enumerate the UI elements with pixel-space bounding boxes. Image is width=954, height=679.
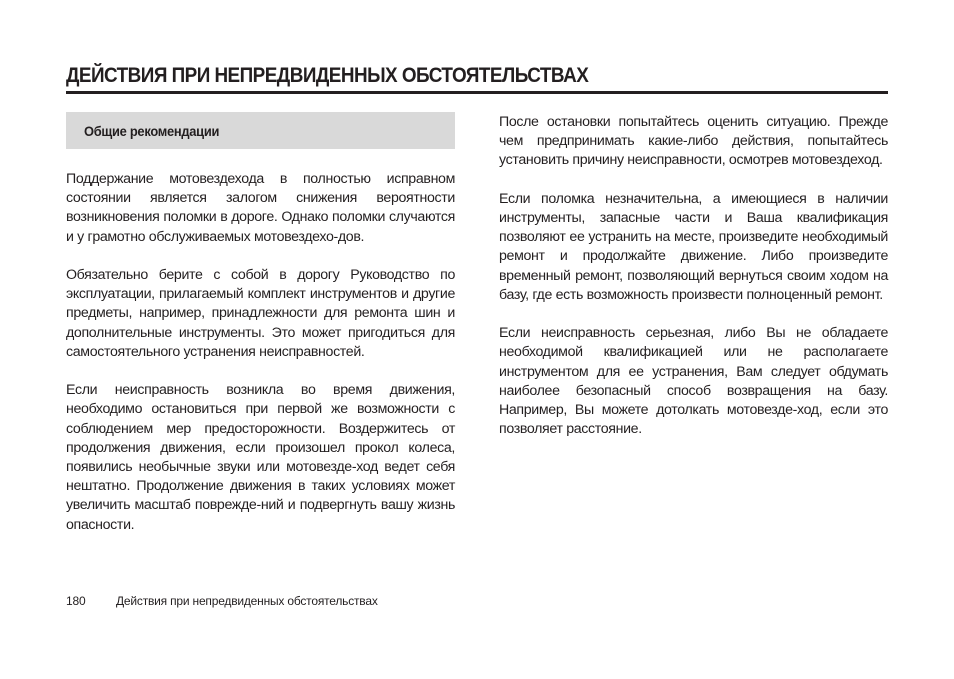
left-column xyxy=(66,170,455,535)
page-footer xyxy=(66,593,378,609)
title-underline xyxy=(66,91,888,94)
paragraph: Если поломка незначительна, а имеющиеся в наличии инструменты, запасные части и Ваша квалификация позволяют ее устранить на месте, произведите необходимый ремонт и продолжайте движение. Либо произведите временный ремонт, позволяющий вернуться своим ходом на базу, где есть возможность произвести полноценный ремонт. xyxy=(499,190,888,303)
paragraph: Поддержание мотовездехода в полностью исправном состоянии является залогом снижения вероятности возникновения поломки в дороге. Однако поломки случаются и у грамотно обслуживаемых мотовездехо-дов. xyxy=(66,171,455,245)
page-title: ДЕЙСТВИЯ ПРИ НЕПРЕДВИДЕННЫХ ОБСТОЯТЕЛЬСТВАХ xyxy=(66,64,589,87)
paragraph: Обязательно берите с собой в дорогу Руководство по эксплуатации, прилагаемый комплект инструментов и другие предметы, например, принадлежности для ремонта шин и дополнительные инструменты. Это может пригодиться для самостоятельного устранения неисправностей. xyxy=(66,267,455,360)
paragraph: Если неисправность возникла во время движения, необходимо остановиться при первой же возможности с соблюдением мер предосторожности. Воздержитесь от продолжения движения, если произошел прокол колеса, появились необычные звуки или мотовезде-ход ведет себя нештатно. Продолжение движения в таких условиях может увеличить масштаб поврежде-ний и подвергнуть вашу жизнь опасности. xyxy=(66,382,455,533)
section-heading: Общие рекомендации xyxy=(84,123,220,139)
section-heading-band xyxy=(66,112,455,149)
paragraph: После остановки попытайтесь оценить ситуацию. Прежде чем предпринимать какие-либо действия, попытайтесь установить причину неисправности, осмотрев мотовездеход. xyxy=(499,114,888,169)
paragraph: Если неисправность серьезная, либо Вы не обладаете необходимой квалификацией или не располагаете инструментом для ее устранения, Вам следует обдумать наиболее безопасный способ возвращения на базу. Например, Вы можете дотолкать мотовезде-ход, если это позволяет расстояние. xyxy=(499,325,888,438)
page-number: 180 xyxy=(66,594,86,608)
running-title: Действия при непредвиденных обстоятельствах xyxy=(116,594,378,608)
right-column xyxy=(499,113,888,439)
